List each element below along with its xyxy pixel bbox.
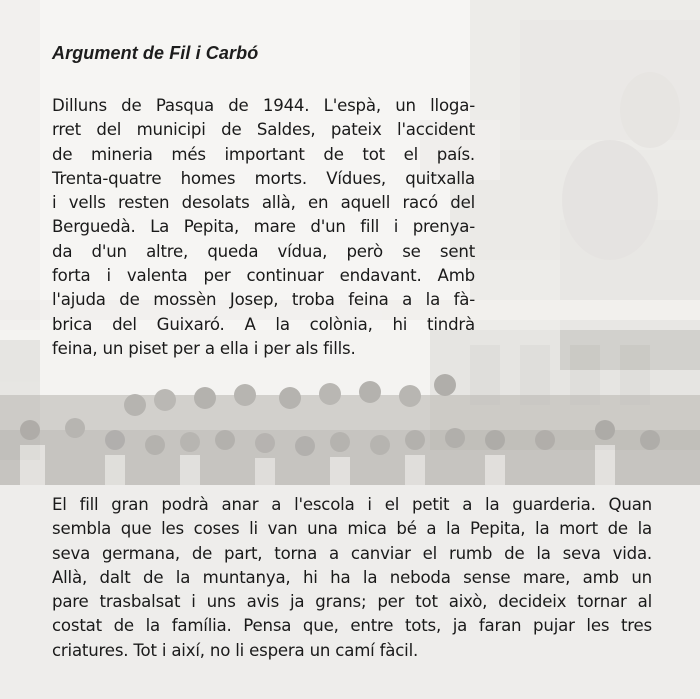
paragraph-1-line: brica del Guixaró. A la colònia, hi tindrà bbox=[52, 314, 475, 334]
paragraph-1-line: de mineria més important de tot el país. bbox=[52, 144, 475, 164]
paragraph-2-line: pare trasbalsat i uns avis ja grans; per tot això, decideix tornar al bbox=[52, 592, 652, 612]
paragraph-1-line: Trenta-quatre homes morts. Vídues, quitxalla bbox=[52, 168, 475, 188]
section-title: Argument de Fil i Carbó bbox=[52, 43, 259, 63]
paragraph-1-line: feina, un piset per a ella i per als fills. bbox=[52, 338, 356, 358]
paragraph-1-line: Berguedà. La Pepita, mare d'un fill i prenya- bbox=[52, 217, 475, 237]
paragraph-2-line: El fill gran podrà anar a l'escola i el petit a la guarderia. Quan bbox=[52, 495, 652, 514]
paragraph-1-line: da d'un altre, queda vídua, però se sent bbox=[52, 241, 475, 261]
paragraph-2 bbox=[52, 493, 652, 663]
paragraph-1-line: i vells resten desolats allà, en aquell racó del bbox=[52, 193, 475, 213]
paragraph-1 bbox=[52, 94, 475, 361]
paragraph-1-line: Dilluns de Pasqua de 1944. L'espà, un lloga- bbox=[52, 96, 475, 115]
paragraph-2-line: sembla que les coses li van una mica bé a la Pepita, la mort de la bbox=[52, 519, 652, 539]
paragraph-2-line: seva germana, de part, torna a canviar el rumb de la seva vida. bbox=[52, 543, 652, 563]
paragraph-2-line: costat de la família. Pensa que, entre tots, ja faran pujar les tres bbox=[52, 616, 652, 636]
paragraph-2-line: criatures. Tot i així, no li espera un camí fàcil. bbox=[52, 640, 419, 660]
paragraph-1-line: forta i valenta per continuar endavant. Amb bbox=[52, 266, 475, 286]
paragraph-2-line: Allà, dalt de la muntanya, hi ha la neboda sense mare, amb un bbox=[52, 567, 652, 587]
paragraph-1-line: l'ajuda de mossèn Josep, troba feina a la fà- bbox=[52, 290, 475, 310]
paragraph-1-line: rret del municipi de Saldes, pateix l'accident bbox=[52, 120, 475, 140]
